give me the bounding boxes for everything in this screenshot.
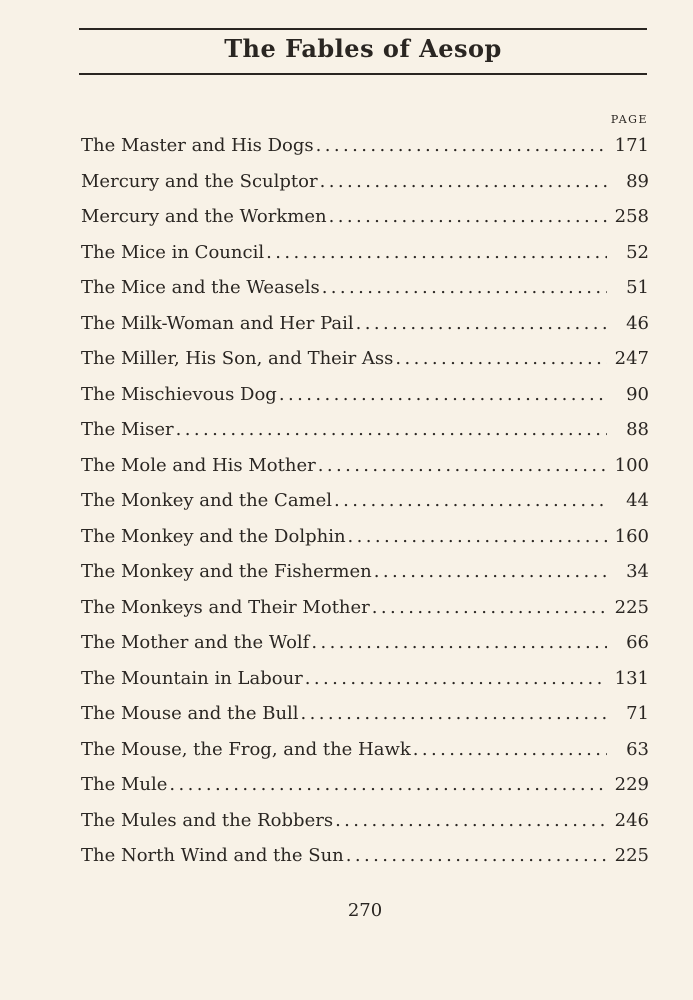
entry-page-number: 52 (626, 241, 649, 263)
entry-page-number: 51 (626, 277, 649, 298)
entry-title: The Mice and the Weasels (81, 277, 320, 298)
dot-leader (169, 767, 606, 803)
entry-page-number: 63 (626, 738, 649, 760)
contents-entry (81, 661, 649, 697)
contents-entry (81, 554, 649, 590)
contents-entry (81, 767, 649, 803)
page-column-label: PAGE (610, 113, 648, 126)
dot-leader (395, 341, 606, 377)
entry-page-number: 160 (614, 525, 649, 547)
entry-page-number: 89 (626, 170, 649, 192)
entry-title: The Mouse and the Bull (81, 703, 299, 724)
entry-title: The Mules and the Robbers (81, 809, 334, 831)
contents-entry (81, 803, 649, 839)
entry-title: Mercury and the Workmen (81, 206, 327, 227)
entry-title: The Mischievous Dog (81, 383, 277, 405)
dot-leader (266, 235, 607, 271)
dot-leader (320, 164, 607, 200)
entry-page-number: 90 (626, 383, 649, 405)
contents-entry (81, 696, 649, 732)
running-head: The Fables of Aesop (224, 34, 502, 63)
entry-title: The Mule (81, 774, 168, 795)
dot-leader (305, 661, 607, 697)
dot-leader (348, 519, 607, 555)
dot-leader (311, 625, 607, 661)
dot-leader (322, 270, 607, 306)
entry-page-number: 44 (626, 490, 649, 511)
dot-leader (316, 128, 607, 164)
entry-title: The Mountain in Labour (81, 667, 303, 689)
entry-title: The Monkeys and Their Mother (81, 596, 370, 618)
entry-page-number: 171 (614, 135, 649, 156)
contents-entry (81, 483, 649, 519)
entry-title: The North Wind and the Sun (81, 845, 344, 866)
entry-page-number: 46 (626, 312, 649, 334)
entry-title: The Monkey and the Camel (81, 490, 333, 511)
entry-title: The Mole and His Mother (81, 454, 316, 476)
contents-entry (81, 377, 649, 413)
entry-title: The Milk-Woman and Her Pail (81, 312, 354, 334)
contents-entry (81, 270, 649, 306)
header-rule-bottom (79, 73, 647, 75)
entry-title: The Monkey and the Fishermen (81, 561, 372, 582)
contents-list (81, 128, 649, 874)
entry-title: The Mouse, the Frog, and the Hawk (81, 738, 411, 760)
contents-entry (81, 306, 649, 342)
contents-entry (81, 838, 649, 874)
entry-page-number: 225 (614, 596, 649, 618)
entry-title: The Miser (81, 419, 174, 440)
dot-leader (176, 412, 607, 448)
entry-title: The Master and His Dogs (81, 135, 314, 156)
entry-page-number: 258 (614, 206, 649, 227)
entry-title: The Mice in Council (81, 241, 265, 263)
dot-leader (329, 199, 607, 235)
contents-entry (81, 235, 649, 271)
dot-leader (334, 483, 607, 519)
contents-entry (81, 199, 649, 235)
entry-title: The Monkey and the Dolphin (81, 525, 346, 547)
contents-entry (81, 625, 649, 661)
dot-leader (318, 448, 607, 484)
dot-leader (374, 554, 607, 590)
entry-page-number: 88 (626, 419, 649, 440)
entry-title: Mercury and the Sculptor (81, 170, 318, 192)
dot-leader (279, 377, 607, 413)
page-number: 270 (347, 900, 383, 921)
contents-entry (81, 519, 649, 555)
dot-leader (301, 696, 607, 732)
header-rule-top (79, 28, 647, 30)
entry-page-number: 131 (614, 667, 649, 689)
contents-entry (81, 341, 649, 377)
contents-entry (81, 448, 649, 484)
entry-page-number: 34 (626, 561, 649, 582)
entry-page-number: 246 (614, 809, 649, 831)
entry-page-number: 225 (614, 845, 649, 866)
contents-entry (81, 412, 649, 448)
dot-leader (335, 803, 607, 839)
entry-page-number: 229 (614, 774, 649, 795)
contents-entry (81, 590, 649, 626)
contents-entry (81, 128, 649, 164)
dot-leader (356, 306, 607, 342)
entry-page-number: 71 (626, 703, 649, 724)
entry-title: The Mother and the Wolf (81, 632, 310, 653)
dot-leader (372, 590, 607, 626)
dot-leader (346, 838, 607, 874)
dot-leader (413, 732, 607, 768)
entry-page-number: 100 (614, 454, 649, 476)
entry-page-number: 247 (614, 348, 649, 369)
contents-entry (81, 732, 649, 768)
entry-page-number: 66 (626, 632, 649, 653)
contents-entry (81, 164, 649, 200)
entry-title: The Miller, His Son, and Their Ass (81, 348, 394, 369)
